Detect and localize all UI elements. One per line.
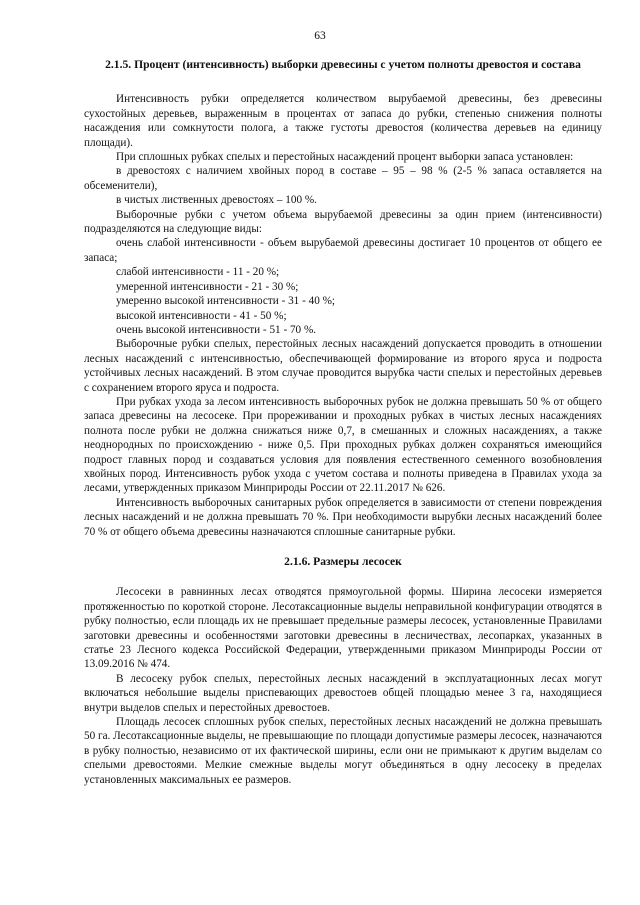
section-heading-2-1-6: 2.1.6. Размеры лесосек: [284, 555, 402, 568]
paragraph-selective-mature-stands: Выборочные рубки спелых, перестойных лесных насаждений допускается проводить в отношении лесных насаждений с интенсивностью, обеспечивающей формирование из второго яруса и подроста устойчивых лесных насаждений. В этом случае проводится вырубка части спелых и перестойных деревьев с сохранением второго яруса и подроста.: [84, 338, 602, 394]
paragraph-thinning-intensity: При рубках ухода за лесом интенсивность выборочных рубок не должна превышать 50 % от общего запаса древесины на лесосеке. При прореживании и проходных рубках в чистых лесных насаждениях полнота после рубки не должна снижаться ниже 0,7, в смешанных и сложных насаждениях, а также неоднородных по происхождению - ниже 0,5. При проходных рубках должен сохраняться имеющийся подрост главных пород и создаваться условия для появления естественного семенного возобновления хвойных пород. Интенсивность рубок ухода с учетом состава и полноты приведена в Правилах ухода за лесами, утвержденных приказом Минприроды России от 22.11.2017 № 626.: [84, 395, 602, 495]
list-item-high: высокой интенсивности - 41 - 50 %;: [116, 309, 287, 322]
paragraph-clear-cut-percent: При сплошных рубках спелых и перестойных насаждений процент выборки запаса установлен:: [116, 151, 574, 164]
section-heading-2-1-5: 2.1.5. Процент (интенсивность) выборки древесины с учетом полноты древостоя и состава: [105, 58, 581, 71]
list-item-very-high: очень высокой интенсивности - 51 - 70 %.: [116, 323, 317, 336]
list-item-weak: слабой интенсивности - 11 - 20 %;: [116, 266, 280, 279]
paragraph-selective-cut-types: Выборочные рубки с учетом объема вырубаемой древесины за один прием (интенсивности) подразделяются на следующие виды:: [84, 208, 602, 236]
list-item-moderate: умеренной интенсивности - 21 - 30 %;: [116, 280, 299, 293]
page-number: 63: [314, 30, 326, 42]
list-item-very-weak: очень слабой интенсивности - объем вырубаемой древесины достигает 10 процентов от общего ее запаса;: [84, 237, 602, 264]
paragraph-conifer-stands: в древостоях с наличием хвойных пород в составе – 95 – 98 % (2-5 % запаса оставляется на обсеменители),: [84, 165, 602, 192]
list-item-moderately-high: умеренно высокой интенсивности - 31 - 40 %;: [116, 295, 336, 308]
paragraph-cutting-area-inclusion: В лесосеку рубок спелых, перестойных лесных насаждений в эксплуатационных лесах могут включаться небольшие выделы приспевающих древостоев общей площадью менее 3 га, находящиеся внутри выделов спелых и перестойных древостоев.: [84, 672, 602, 714]
paragraph-sanitary-cuts: Интенсивность выборочных санитарных рубок определяется в зависимости от степени повреждения лесных насаждений и не должна превышать 70 %. При необходимости вырубки лесных насаждений более 70 % от общего объема древесины назначаются сплошные санитарные рубки.: [84, 496, 602, 538]
paragraph-cutting-area-size-limit: Площадь лесосек сплошных рубок спелых, перестойных лесных насаждений не должна превышать 50 га. Лесотаксационные выделы, не превышающие по площади допустимые размеры лесосек, назначаются в рубку полностью, независимо от их фактической ширины, если они не примыкают к другим выделам со спелыми древостоями. Мелкие смежные выделы могут объединяться в одну лесосеку в пределах установленных максимальных ее размеров.: [84, 716, 602, 786]
paragraph-deciduous-stands: в чистых лиственных древостоях – 100 %.: [116, 194, 317, 207]
paragraph-cutting-area-shape: Лесосеки в равнинных лесах отводятся прямоугольной формы. Ширина лесосеки измеряется протяженностью по короткой стороне. Лесотаксационные выделы неправильной конфигурации отводятся в рубку полностью, если площадь их не превышает предельные размеры лесосек, установленные Правилами заготовки древесины и особенностями заготовки древесины в лесничествах, лесопарках, указанных в статье 23 Лесного кодекса Российской Федерации, утвержденными приказом Минприроды России от 13.09.2016 № 474.: [84, 586, 602, 671]
paragraph-intensity-definition: Интенсивность рубки определяется количеством вырубаемой древесины, без древесины сухостойных деревьев, выраженным в процентах от запаса до рубки, степенью снижения полноты насаждения или сомкнутости полога, а также густоты древостоя (количества деревьев на единицу площади).: [84, 93, 602, 149]
document-body: [84, 58, 602, 787]
